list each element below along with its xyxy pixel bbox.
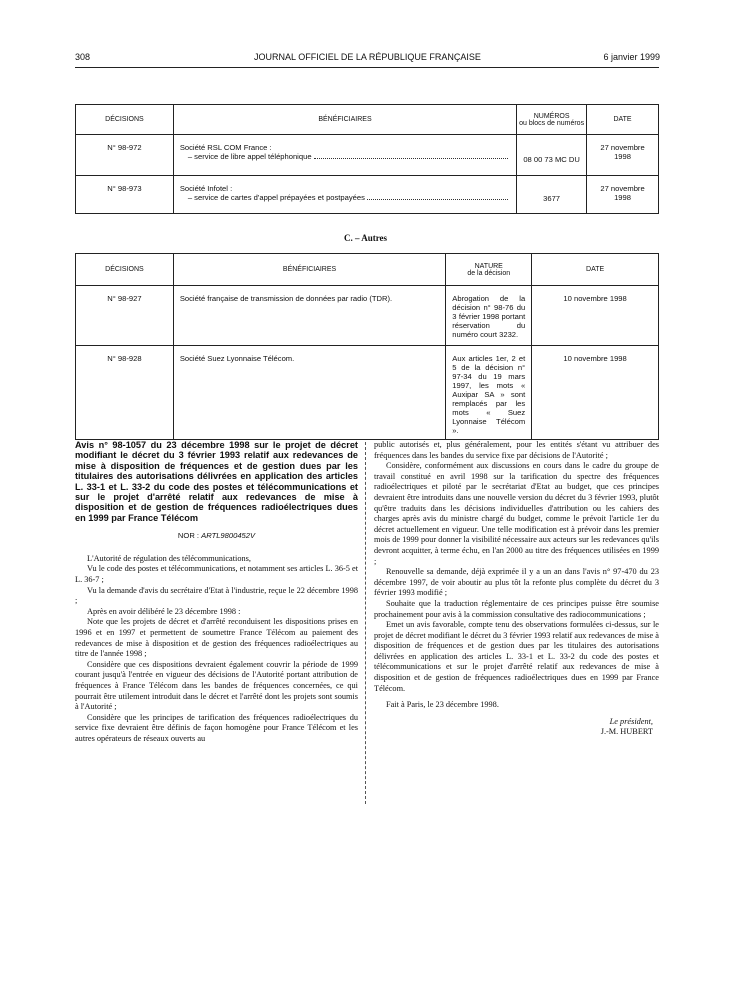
beneficiary: Société RSL COM France :	[179, 143, 272, 152]
col-header-numeros-line2: ou blocs de numéros	[519, 119, 585, 127]
beneficiary: Société Infotel :	[179, 184, 233, 193]
paragraph: Vu la demande d'avis du secrétaire d'Etat à l'industrie, reçue le 22 décembre 1998 ;	[75, 585, 358, 606]
col-header-decisions: DÉCISIONS	[76, 105, 174, 135]
avis-title: Avis n° 98-1057 du 23 décembre 1998 sur le projet de décret modifiant le décret du 3 février 1993 relatif aux redevances de mise à disposition de fréquences et de gestion dues par les titulaires des autorisations délivrées en application des articles L. 33-1 et L. 33-2 du code des postes et télécommunications et sur le projet d'arrêté relatif aux redevances de mise à disposition et de gestion de fréquences radioélectriques dues en 1999 par France Télécom	[75, 440, 358, 523]
signature-block	[374, 717, 653, 738]
decision-number: N° 98-973	[107, 184, 142, 193]
table-row	[76, 346, 659, 440]
beneficiary: Société française de transmission de données par radio (TDR).	[179, 294, 393, 303]
decision-number: N° 98-927	[107, 294, 142, 303]
decision-nature: Abrogation de la décision n° 98-76 du 3 février 1998 portant réservation du numéro court 3232.	[452, 294, 526, 339]
col-header-beneficiaires: BÉNÉFICIAIRES	[173, 254, 445, 286]
service: – service de libre appel téléphonique	[187, 152, 312, 161]
service-line	[180, 193, 510, 202]
col-header-date: DATE	[532, 254, 659, 286]
beneficiary: Société Suez Lyonnaise Télécom.	[179, 354, 295, 363]
paragraph: Considère que les principes de tarification des fréquences radioélectriques du service fixe devraient être définis de façon homogène pour France Télécom et les autres opérateurs de réseaux ouverts au	[75, 712, 358, 743]
col-header-nature	[446, 254, 532, 286]
decision-date: 10 novembre 1998	[563, 294, 627, 303]
closing-line: Fait à Paris, le 23 décembre 1998.	[386, 700, 499, 710]
table-header-row	[76, 254, 659, 286]
nor-label: NOR :	[177, 531, 200, 541]
avis-left-column	[75, 440, 358, 745]
column-divider	[365, 442, 366, 804]
decision-date: 10 novembre 1998	[563, 354, 627, 363]
service-line	[180, 152, 510, 161]
decision-number: N° 98-972	[107, 143, 142, 152]
paragraph: Renouvelle sa demande, déjà exprimée il y a un an dans l'avis n° 97-470 du 23 décembre 1997, de voir aboutir au plus tôt la refonte plus complète du décret du 3 février 1993 modifié ;	[374, 567, 659, 598]
table-row	[76, 135, 659, 176]
decision-date: 27 novembre 1998	[600, 184, 645, 202]
nor-line	[75, 531, 358, 542]
page-header	[75, 52, 660, 68]
col-header-decisions: DÉCISIONS	[76, 254, 174, 286]
journal-title: JOURNAL OFFICIEL DE LA RÉPUBLIQUE FRANÇAISE	[254, 52, 481, 62]
paragraph: Considère, conformément aux discussions en cours dans le cadre du groupe de travail constitué en avril 1998 sur la tarification du spectre des fréquences radioélectriques et piloté par le secrétariat d'Etat au budget, que ces principes devraient être introduits dans une nouvelle version du décret du 3 février 1993, plutôt qu'être traduits dans les décisions individuelles d'attribution ou les cahiers des charges après avis du ministre chargé du budget, comme le prévoit l'article 1er du décret actuellement en vigueur. Une telle modification est à prévoir dans les premier mois de 1999 pour donner la visibilité nécessaire aux acteurs sur les redevances qu'ils devront acquitter, à terme échu, en l'an 2000 au titre des fréquences utilisées en 1999 ;	[374, 461, 659, 566]
decision-number: N° 98-928	[107, 354, 142, 363]
paragraph: Souhaite que la traduction réglementaire de ces principes puisse être soumise prochainement pour avis à la commission consultative des radiocommunications ;	[374, 598, 659, 619]
header-rule	[75, 67, 659, 68]
decision-date: 27 novembre 1998	[600, 143, 645, 161]
other-decisions-table	[75, 253, 659, 440]
col-header-numeros	[517, 105, 587, 135]
paragraph: Emet un avis favorable, compte tenu des observations formulées ci-dessus, sur le projet de décret modifiant le décret du 3 février 1993 relatif aux redevances de mise à disposition de fréquences et de gestion dues par les titulaires des autorisations délivrées en application des articles L. 33-1 et L. 33-2 du code des postes et télécommunications et sur le projet d'arrêté relatif aux redevances de mise à disposition et de gestion de fréquences radioélectriques dues en 1999 par France Télécom.	[374, 620, 659, 693]
table-header-row	[76, 105, 659, 135]
col-header-nature-line1: NATURE	[474, 262, 503, 270]
number-block: 08 00 73 MC DU	[523, 155, 580, 164]
col-header-numeros-line1: NUMÉROS	[533, 112, 570, 120]
col-header-date: DATE	[587, 105, 659, 135]
paragraph: Note que les projets de décret et d'arrêté reconduisent les dispositions prises en 1996 et en 1997 et permettent de soumettre France Télécom au paiement des redevances de mise à disposition et de gestion des fréquences radioélectriques au titre de l'année 1998 ;	[75, 617, 358, 659]
table-row	[76, 286, 659, 346]
paragraph: Vu le code des postes et télécommunications, et notamment ses articles L. 36-5 et L. 36-7 ;	[75, 564, 358, 585]
col-header-beneficiaires: BÉNÉFICIAIRES	[173, 105, 516, 135]
avis-right-column	[374, 440, 659, 738]
signature-title: Le président,	[609, 716, 653, 726]
service: – service de cartes d'appel prépayées et postpayées	[187, 193, 365, 202]
paragraph: L'Autorité de régulation des télécommunications,	[87, 553, 251, 563]
signature-name: J.-M. HUBERT	[600, 727, 653, 737]
nor-value: ARTL9800452V	[201, 531, 256, 541]
number-block: 3677	[543, 194, 561, 203]
numbers-table	[75, 104, 659, 214]
section-heading: C. – Autres	[343, 233, 388, 243]
paragraph: public autorisés et, plus généralement, pour les entités s'étant vu attribuer des fréquences dans les bandes du service fixe par décisions de l'Autorité ;	[374, 440, 659, 460]
paragraph: Après en avoir délibéré le 23 décembre 1998 :	[87, 606, 241, 616]
col-header-nature-line2: de la décision	[467, 269, 511, 277]
paragraph: Considère que ces dispositions devraient également couvrir la période de 1999 courant jusqu'à l'entrée en vigueur des décisions de l'Autorité portant attribution de fréquences à France Télécom dans les bandes de fréquences concernées, ce qui pourrait être utilement introduit dans le décret et l'arrêté dont les projets sont soumis à l'Autorité ;	[75, 659, 358, 712]
issue-date: 6 janvier 1999	[603, 52, 660, 62]
decision-nature: Aux articles 1er, 2 et 5 de la décision n° 97-34 du 19 mars 1997, les mots « Auxipar SA » sont remplacés par les mots « Suez Lyonnaise Télécom ».	[452, 354, 526, 435]
table-row	[76, 176, 659, 214]
page-number: 308	[75, 52, 91, 62]
